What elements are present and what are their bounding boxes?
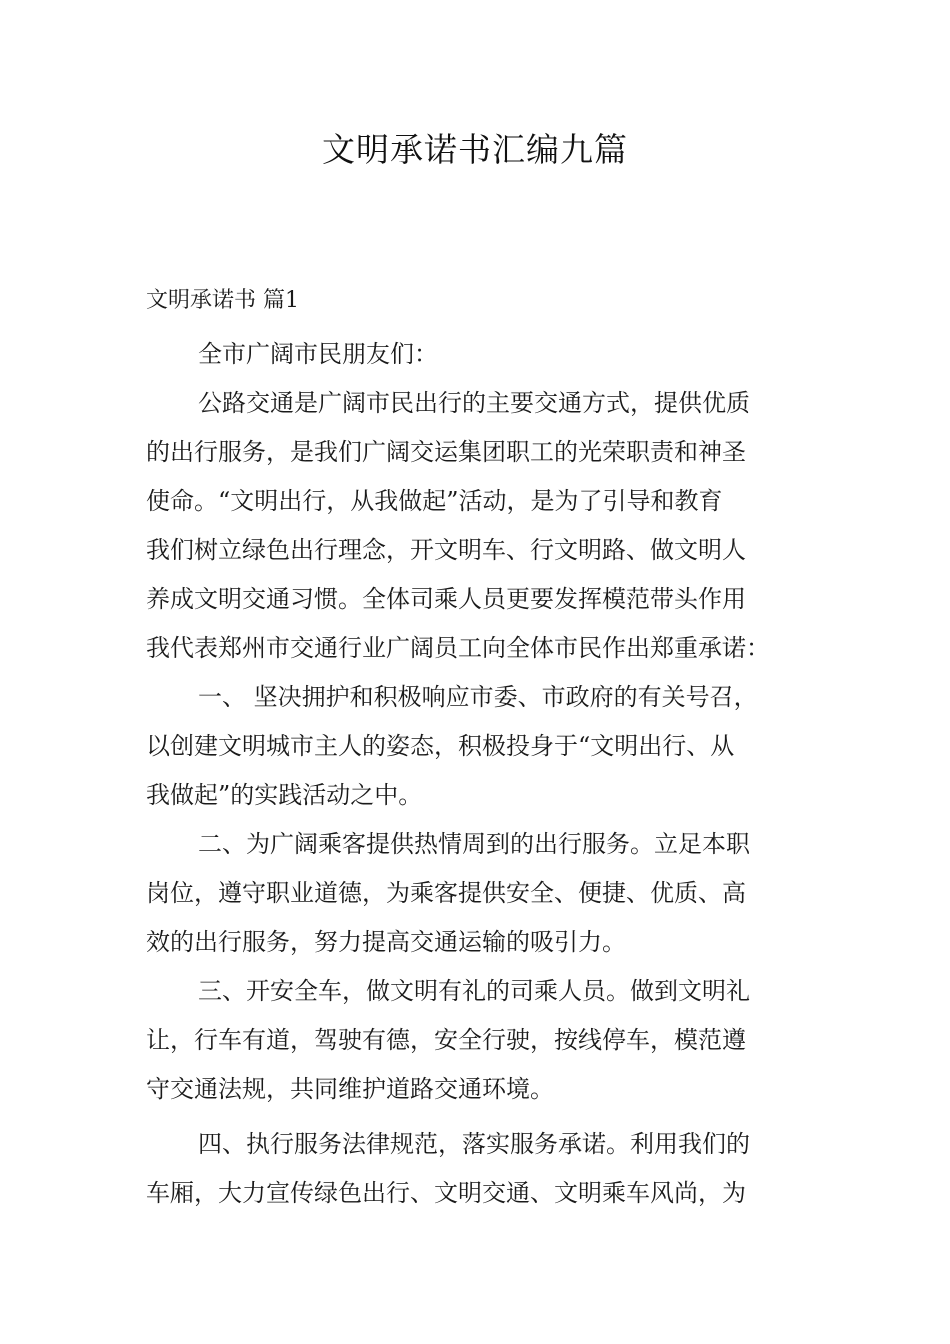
text-line: 以创建文明城市主人的姿态，积极投身于“文明出行、从 — [146, 732, 735, 760]
document-title: 文明承诺书汇编九篇 — [322, 130, 628, 169]
section-heading: 文明承诺书 篇1 — [146, 288, 299, 313]
text-line: 效的出行服务，努力提高交通运输的吸引力。 — [146, 928, 626, 956]
text-line: 让，行车有道，驾驶有德，安全行驶，按线停车，模范遵 — [146, 1026, 746, 1054]
paragraph-pledge-1 — [146, 673, 806, 820]
text-line: 我们树立绿色出行理念，开文明车、行文明路、做文明人 — [146, 536, 746, 564]
text-line: 三、开安全车，做文明有礼的司乘人员。做到文明礼 — [198, 977, 750, 1005]
text-line: 我做起”的实践活动之中。 — [146, 781, 423, 809]
paragraph-pledge-4 — [146, 1120, 806, 1218]
text-line: 岗位，遵守职业道德，为乘客提供安全、便捷、优质、高 — [146, 879, 746, 907]
text-line: 的出行服务，是我们广阔交运集团职工的光荣职责和神圣 — [146, 438, 746, 466]
text-line: 二、为广阔乘客提供热情周到的出行服务。立足本职 — [198, 830, 750, 858]
text-line: 公路交通是广阔市民出行的主要交通方式，提供优质 — [198, 389, 750, 417]
text-line: 一、 坚决拥护和积极响应市委、市政府的有关号召， — [198, 683, 758, 711]
text-line: 我代表郑州市交通行业广阔员工向全体市民作出郑重承诺： — [146, 634, 770, 662]
paragraph-pledge-3 — [146, 967, 806, 1114]
paragraph-salutation — [146, 330, 806, 379]
text-line: 车厢，大力宣传绿色出行、文明交通、文明乘车风尚，为 — [146, 1179, 746, 1207]
text-line: 守交通法规，共同维护道路交通环境。 — [146, 1075, 554, 1103]
text-line: 使命。“文明出行，从我做起”活动，是为了引导和教育 — [146, 487, 723, 515]
text-line: 养成文明交通习惯。全体司乘人员更要发挥模范带头作用 — [146, 585, 746, 613]
paragraph-intro — [146, 379, 806, 673]
text-line: 全市广阔市民朋友们： — [198, 340, 438, 368]
document-body — [146, 330, 806, 1218]
paragraph-pledge-2 — [146, 820, 806, 967]
text-line: 四、执行服务法律规范，落实服务承诺。利用我们的 — [198, 1130, 750, 1158]
